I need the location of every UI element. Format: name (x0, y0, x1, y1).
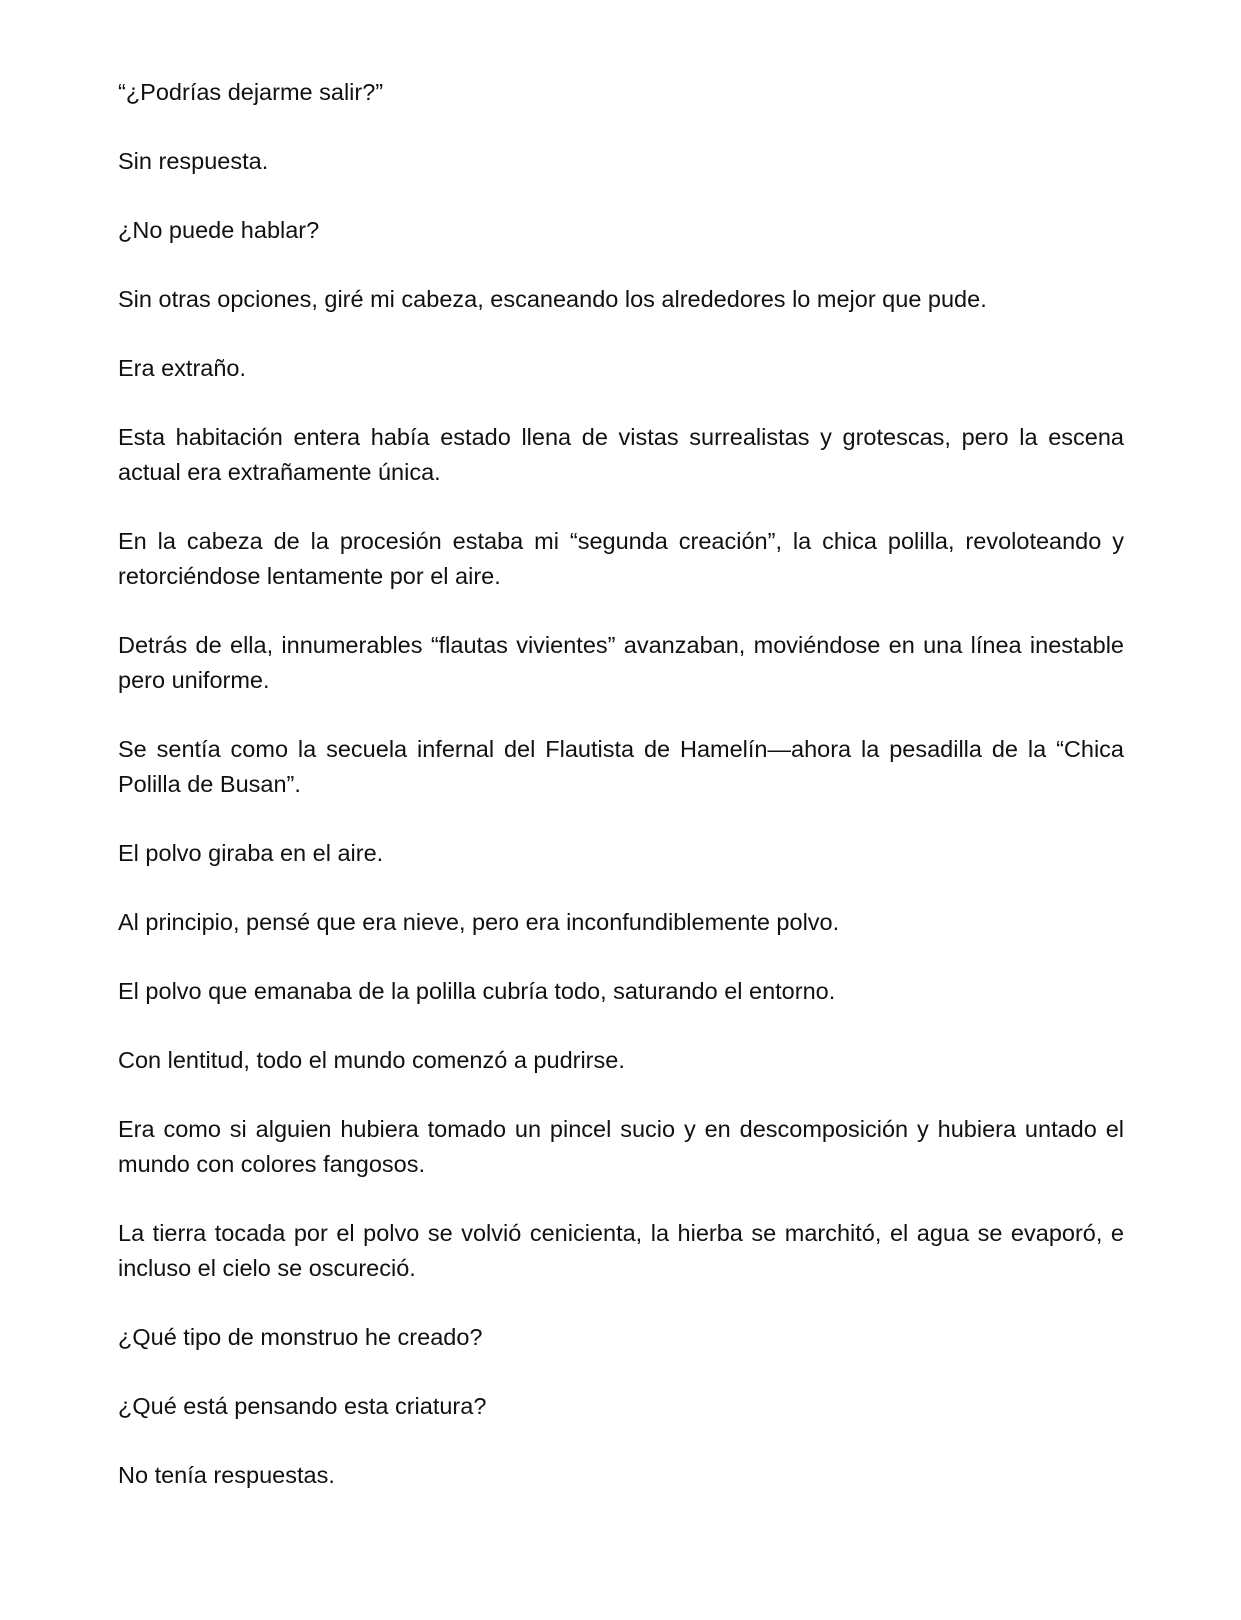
paragraph: Con lentitud, todo el mundo comenzó a pudrirse. (118, 1047, 625, 1073)
paragraph: Detrás de ella, innumerables “flautas vivientes” avanzaban, moviéndose en una línea inestable pero uniforme. (118, 632, 1124, 693)
paragraph: El polvo giraba en el aire. (118, 840, 384, 866)
paragraph: ¿Qué tipo de monstruo he creado? (118, 1324, 483, 1350)
paragraph: No tenía respuestas. (118, 1462, 335, 1488)
paragraph: Esta habitación entera había estado llena de vistas surrealistas y grotescas, pero la escena actual era extrañamente única. (118, 424, 1124, 485)
paragraph: El polvo que emanaba de la polilla cubría todo, saturando el entorno. (118, 978, 836, 1004)
paragraph: Sin otras opciones, giré mi cabeza, escaneando los alrededores lo mejor que pude. (118, 286, 987, 312)
paragraph: ¿No puede hablar? (118, 217, 320, 243)
paragraph: Al principio, pensé que era nieve, pero era inconfundiblemente polvo. (118, 909, 840, 935)
paragraph: “¿Podrías dejarme salir?” (118, 79, 384, 105)
paragraph: Era extraño. (118, 355, 247, 381)
paragraph: Se sentía como la secuela infernal del Flautista de Hamelín—ahora la pesadilla de la “Chica Polilla de Busan”. (118, 736, 1124, 797)
document-body (118, 75, 1124, 1527)
paragraph: Era como si alguien hubiera tomado un pincel sucio y en descomposición y hubiera untado el mundo con colores fangosos. (118, 1116, 1124, 1177)
paragraph: En la cabeza de la procesión estaba mi “segunda creación”, la chica polilla, revoloteando y retorciéndose lentamente por el aire. (118, 528, 1124, 589)
paragraph: Sin respuesta. (118, 148, 269, 174)
paragraph: La tierra tocada por el polvo se volvió cenicienta, la hierba se marchitó, el agua se evaporó, e incluso el cielo se oscureció. (118, 1220, 1124, 1281)
paragraph: ¿Qué está pensando esta criatura? (118, 1393, 487, 1419)
